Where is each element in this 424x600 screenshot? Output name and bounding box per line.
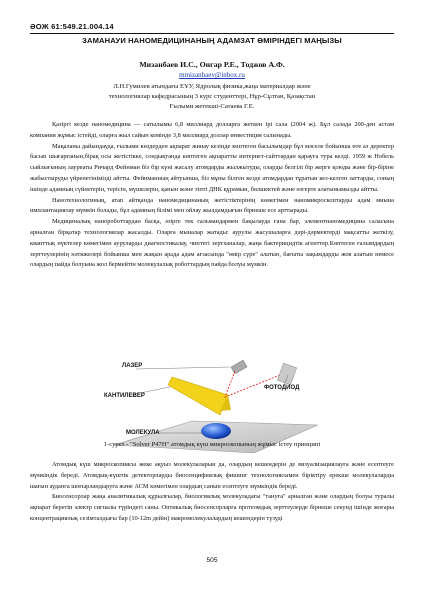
label-laser: ЛАЗЕР: [122, 363, 143, 369]
molecule-shape: [201, 423, 231, 439]
body-text-top: [30, 120, 394, 271]
photodiode-shape: [277, 363, 296, 385]
figure-caption: 1-сурет - "Solver P47H" атомдық күш микроскопының жұмыс істеу принципі: [103, 441, 321, 448]
udc-code: ӘОЖ 61:549.21.004.14: [30, 22, 114, 31]
paper-title: ЗАМАНАУИ НАНОМЕДИЦИНАНЫҢ АДАМЗАТ ӨМІРІНДЕГІ МАҢЫЗЫ: [82, 36, 342, 45]
paragraph-robots: Медициналық нанороботтардан басқа, әзірге тек гальмандармен бақылауда ғана бар, элементнаномедицина саласына арналған бірқатар технологиялар жасалды. Оларға мыналар жатады: аурулы жасушаларға дәрі-дәрмектерді мақсатты жеткізу, кванттық нүктелер көмегімен ауруларды диагностикалау, чиптегі зертханалар, жаңа бактерицидтік агенттер.Көптеген ғалымдардың зерттеулерінің нәтижелері бойынша мен жақын арада адам ағзасында "өмір сүре" алатын, бағыты зақымдарды жоя алатын немесе олардың пайда болуына жол бермейтін молекулалық роботтардың пайда болуы мүмкін.: [30, 218, 394, 269]
paragraph-intro: Қазіргі кезде наномедицина — сатылымы 6,8 миллиард долларға жеткен ірі сала (2004 ж). Бұл салада 200-ден астам компания жұмыс істейді, оларға жыл сайын кемінде 3,8 миллиард доллар инвестиция салынады.: [30, 121, 394, 139]
paragraph-feynman: Мақаланы дайындауда, ғылыми көздерден ақпарат жинау кезінде көптеген басылымдар бұл мәселе бойынша өте аз деректер басып шығарғанын,бірақ осы жетістікке, сондықтанда көптеген ақпаратты интернет-сайттардан қарауға тура келді. 1959 ж Нобель сыйлығының лауреаты Ричард Фейнман біз бір күні жасалу атомдарды жылжытуды, оларды белгілі бір жерге қоюды және бір-біріне жабыстыруды үйренетінімізді айтты. Фейнманның айтуынша, біз мұны білген кезде атомдардан тұратын кез-келген заттарды, соның ішінде адамның сүйектерін, терісін, мүшелерін, қанын және тіпті ДНК құрамын, бөлшектей және өзгерте алатынымызды айтты.: [30, 142, 394, 193]
affiliation-line-1: Л.Н.Гумилев атындағы ЕҰУ, Ядролық физика,жаңа материалдар және: [113, 83, 311, 90]
author-email-link[interactable]: mmizanbaev@inbox.ru: [179, 71, 245, 79]
affiliation-line-2: технологиялар кафедрасының 3 курс студенттері, Нұр-Сұлтан, Қазақстан: [108, 93, 316, 100]
page-number: 505: [206, 557, 218, 564]
header-divider: [30, 33, 394, 34]
paragraph-biosensors: Биосенсорлар жаңа аналитикалық құрылғылар, биологиялық молекуладағы "тануға" арналған және олардың болуы туралы ақпарат беретін электр сигналы түріндегі саны. Оптикалық биосенсорларға протеомдық зерттеулерде бірнеше секунд ішінде жоғары концентрациялық сезімталдығы бар (10-12m дейін) макромолекулалардың кешендерін түзуді: [30, 493, 394, 522]
paragraph-afm: Атомдық күш микроскопиясы жеке ақуыз молекулаларын да, олардың кешендерін де визуализациялауға және есептеуге мүмкіндік береді. Атомдық-күштік детекторларды биосенцифиялық фишинг технологиясымен біріктіру ерекше молекулаларды шағын аудангa шоғырландыруға және АСМ көмегімен олардың санын есептеуге мүмкіндік береді.: [30, 461, 394, 490]
label-molecule: МОЛЕКУЛА: [126, 430, 160, 436]
body-text-bottom: [30, 460, 394, 525]
laser-beam: [225, 371, 280, 397]
author-names: Мизанбаев И.С., Онгар Р.Е., Тоджов А.Ф.: [139, 60, 285, 69]
label-cantilever: КАНТИЛЕВЕР: [104, 393, 145, 399]
affiliation-line-3: Ғылыми жетекші-Сатаева Г.Е.: [169, 103, 255, 110]
cantilever-shape: [168, 377, 228, 415]
label-photodiode: ФОТОДИОД: [264, 385, 300, 391]
paragraph-nanotech: Нанотехнологиның, атап айтқанда наномедицинаның жетістіктерінің көмегімен наномикроскоптарды адам миына имплантациялау мүмкін болады, бұл адамның білімі мен ойлау жылдамдығын бірнеше есе арттырады.: [30, 196, 394, 215]
afm-diagram: [104, 355, 328, 455]
laser-source: [231, 360, 247, 374]
